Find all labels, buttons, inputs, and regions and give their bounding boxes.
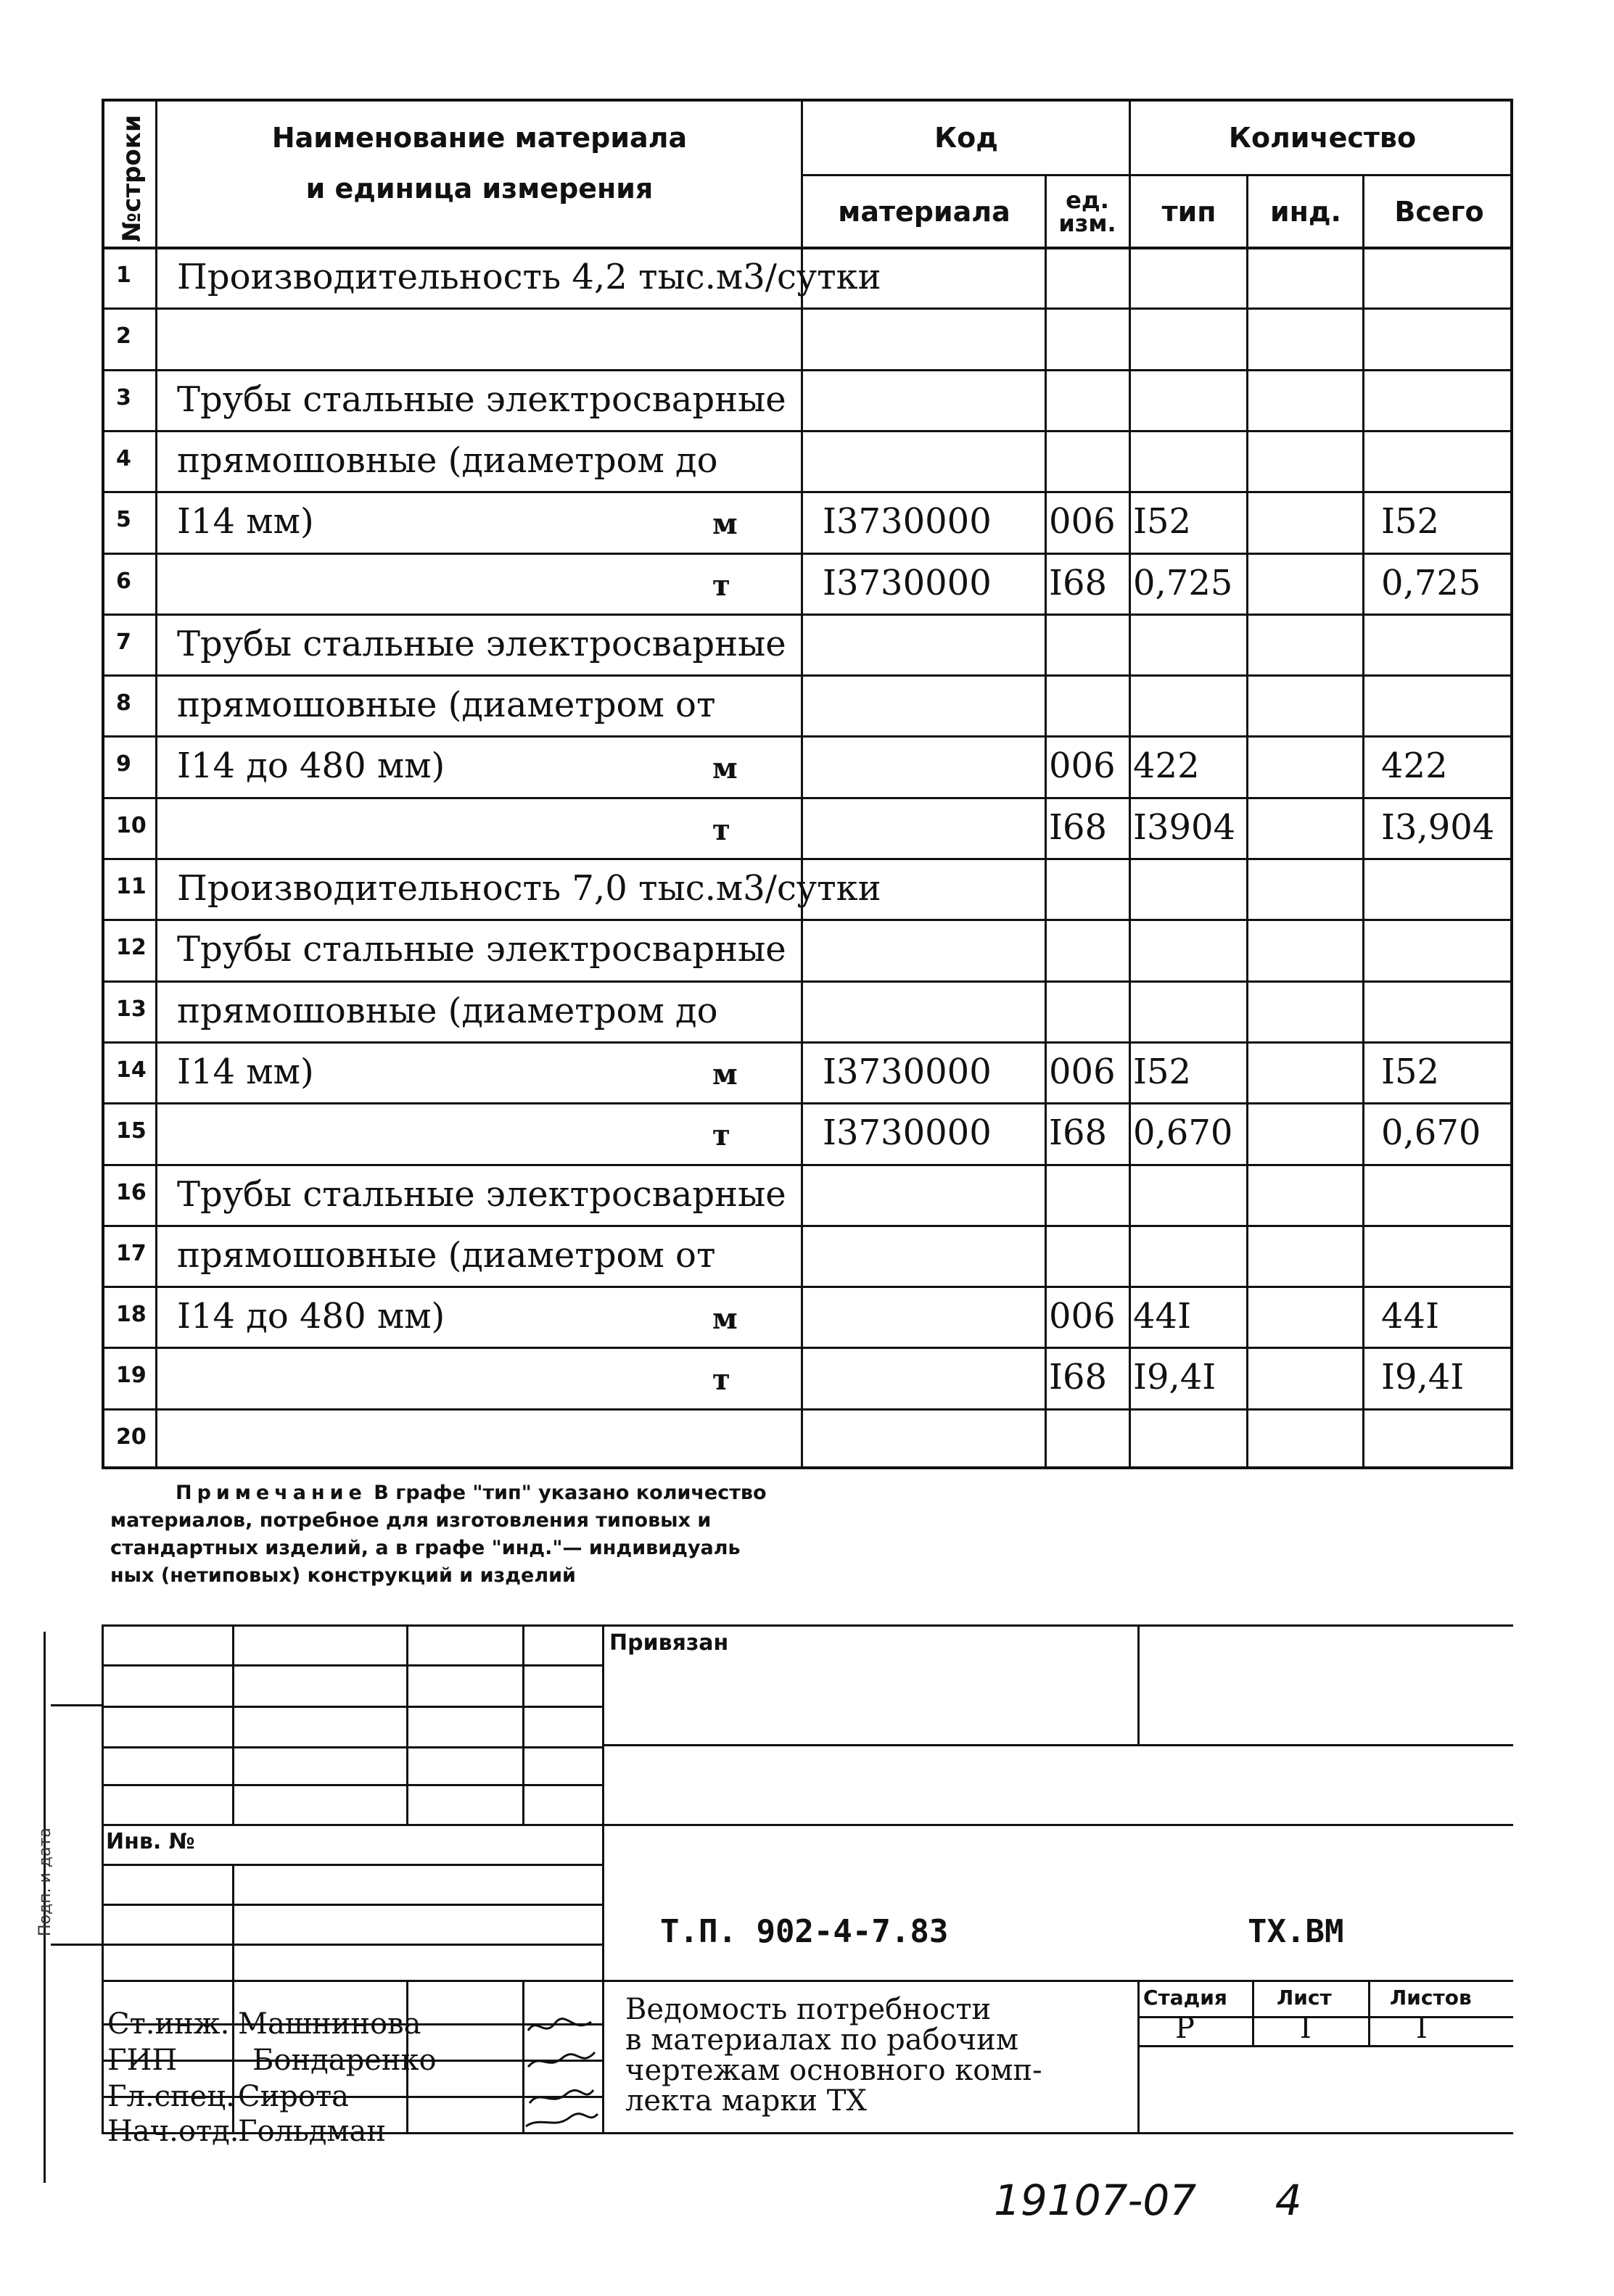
cell-name: I14 мм) xyxy=(177,1051,314,1092)
stage-value: Р xyxy=(1175,2012,1195,2045)
document-mark: ТХ.ВМ xyxy=(1248,1913,1344,1950)
row-number: 9 xyxy=(116,751,131,777)
sheets-label: Листов xyxy=(1390,1986,1472,2010)
code-header: Код xyxy=(934,122,998,154)
cell-eu: I68 xyxy=(1049,1112,1108,1154)
cell-name: Трубы стальные электросварные xyxy=(177,623,786,664)
staff-role: Ст.инж. xyxy=(107,2007,230,2041)
cell-name: Трубы стальные электросварные xyxy=(177,1173,786,1215)
qty-total-header: Всего xyxy=(1394,196,1484,228)
row-number: 6 xyxy=(116,568,131,594)
cell-unit: м xyxy=(712,507,738,542)
handwritten-annotation xyxy=(994,2176,1367,2225)
staff-role: ГИП xyxy=(107,2044,178,2077)
note-title: Примечание xyxy=(176,1482,367,1504)
cell-type: 0,670 xyxy=(1133,1112,1233,1154)
cell-total: 0,670 xyxy=(1381,1112,1481,1154)
staff-role: Нач.отд. xyxy=(107,2115,239,2148)
cell-type: 0,725 xyxy=(1133,562,1233,603)
cell-code: I3730000 xyxy=(823,1112,992,1154)
cell-unit: т xyxy=(712,568,730,603)
materials-table xyxy=(102,99,1513,1469)
cell-unit: т xyxy=(712,1363,730,1397)
cell-eu: 006 xyxy=(1049,501,1116,542)
signatures xyxy=(522,2002,602,2132)
archive-number: 19107-07 xyxy=(994,2176,1197,2225)
linked-label: Привязан xyxy=(609,1630,729,1656)
cell-eu: 006 xyxy=(1049,1051,1116,1092)
cell-eu: I68 xyxy=(1049,1357,1108,1398)
staff-name: Гольдман xyxy=(238,2115,387,2148)
cell-name: Трубы стальные электросварные xyxy=(177,379,786,420)
cell-total: I52 xyxy=(1381,501,1440,542)
row-number: 17 xyxy=(116,1240,147,1266)
row-number: 3 xyxy=(116,384,131,410)
row-number: 18 xyxy=(116,1302,147,1328)
row-number: 13 xyxy=(116,996,147,1022)
staff-name: Сирота xyxy=(238,2080,349,2113)
cell-type: I52 xyxy=(1133,501,1192,542)
cell-code: I3730000 xyxy=(823,1051,992,1092)
row-number: 12 xyxy=(116,935,147,961)
row-number: 7 xyxy=(116,629,131,655)
cell-code: I3730000 xyxy=(823,501,992,542)
cell-name: прямошовные (диаметром до xyxy=(177,990,718,1031)
name-header-line2: и единица измерения xyxy=(305,173,654,205)
cell-name: прямошовные (диаметром от xyxy=(177,685,716,726)
page-number: 4 xyxy=(1275,2176,1302,2225)
cell-name: Трубы стальные электросварные xyxy=(177,929,786,970)
title-block xyxy=(102,1624,1513,2168)
cell-total: I52 xyxy=(1381,1051,1440,1092)
row-number: 19 xyxy=(116,1363,147,1389)
row-number: 20 xyxy=(116,1424,147,1450)
cell-type: I52 xyxy=(1133,1051,1192,1092)
row-number: 4 xyxy=(116,445,131,471)
stage-label: Стадия xyxy=(1143,1986,1227,2010)
row-number: 5 xyxy=(116,507,131,533)
sheets-value: I xyxy=(1416,2012,1428,2045)
cell-name: I14 до 480 мм) xyxy=(177,746,445,787)
margin-stamp xyxy=(22,1632,54,2183)
note-block xyxy=(110,1479,966,1590)
cell-unit: т xyxy=(712,812,730,847)
name-header-line1: Наименование материала xyxy=(271,122,688,154)
cell-unit: м xyxy=(712,751,738,786)
cell-unit: м xyxy=(712,1057,738,1091)
cell-unit: м xyxy=(712,1302,738,1337)
cell-code: I3730000 xyxy=(823,562,992,603)
cell-name: Производительность 4,2 тыс.м3/сутки xyxy=(177,257,881,297)
cell-unit: т xyxy=(712,1118,730,1153)
cell-eu: I68 xyxy=(1049,806,1108,848)
doc-title-line3: чертежам основного комп- xyxy=(625,2054,1042,2087)
cell-total: 0,725 xyxy=(1381,562,1481,603)
cell-name: I14 до 480 мм) xyxy=(177,1296,445,1337)
margin-label: Подп. и дата xyxy=(36,1828,54,1936)
row-number: 2 xyxy=(116,323,131,350)
cell-name: I14 мм) xyxy=(177,501,314,542)
note-line3: стандартных изделий, а в графе "инд."— индивидуаль xyxy=(110,1537,741,1559)
qty-type-header: тип xyxy=(1161,196,1216,228)
row-number-header: №строки xyxy=(118,115,147,242)
row-number: 1 xyxy=(116,263,131,288)
cell-name: прямошовные (диаметром до xyxy=(177,439,718,481)
row-number: 11 xyxy=(116,874,147,899)
quantity-header: Количество xyxy=(1228,122,1417,154)
row-number: 16 xyxy=(116,1179,147,1205)
row-number: 14 xyxy=(116,1057,147,1083)
cell-total: I9,4I xyxy=(1381,1357,1465,1398)
cell-eu: 006 xyxy=(1049,746,1116,787)
staff-name: Машнинова xyxy=(238,2007,421,2041)
project-code: Т.П. 902-4-7.83 xyxy=(660,1913,949,1950)
note-line1: В графе "тип" указано количество xyxy=(374,1482,767,1504)
cell-total: 44I xyxy=(1381,1296,1440,1337)
staff-name: Бондаренко xyxy=(252,2044,437,2077)
doc-title-line4: лекта марки ТХ xyxy=(625,2084,867,2118)
doc-title-line2: в материалах по рабочим xyxy=(625,2023,1018,2057)
cell-total: 422 xyxy=(1381,746,1448,787)
note-line2: материалов, потребное для изготовления типовых и xyxy=(110,1509,712,1532)
sheet-value: I xyxy=(1300,2012,1312,2045)
cell-eu: 006 xyxy=(1049,1296,1116,1337)
sheet-label: Лист xyxy=(1277,1986,1332,2010)
staff-role: Гл.спец. xyxy=(107,2080,235,2113)
cell-name: прямошовные (диаметром от xyxy=(177,1234,716,1276)
code-unit-header: ед. изм. xyxy=(1058,186,1116,237)
qty-ind-header: инд. xyxy=(1269,196,1341,228)
code-material-header: материала xyxy=(838,196,1010,228)
inventory-number-label: Инв. № xyxy=(106,1829,195,1854)
doc-title-line1: Ведомость потребности xyxy=(625,1993,992,2026)
cell-name: Производительность 7,0 тыс.м3/сутки xyxy=(177,868,881,909)
cell-total: I3,904 xyxy=(1381,806,1495,848)
cell-type: I3904 xyxy=(1133,806,1236,848)
cell-type: 422 xyxy=(1133,746,1200,787)
cell-type: 44I xyxy=(1133,1296,1192,1337)
note-line4: ных (нетиповых) конструкций и изделий xyxy=(110,1564,576,1587)
cell-eu: I68 xyxy=(1049,562,1108,603)
row-number: 8 xyxy=(116,690,131,717)
cell-type: I9,4I xyxy=(1133,1357,1216,1398)
row-number: 15 xyxy=(116,1118,147,1144)
row-number: 10 xyxy=(116,812,147,838)
